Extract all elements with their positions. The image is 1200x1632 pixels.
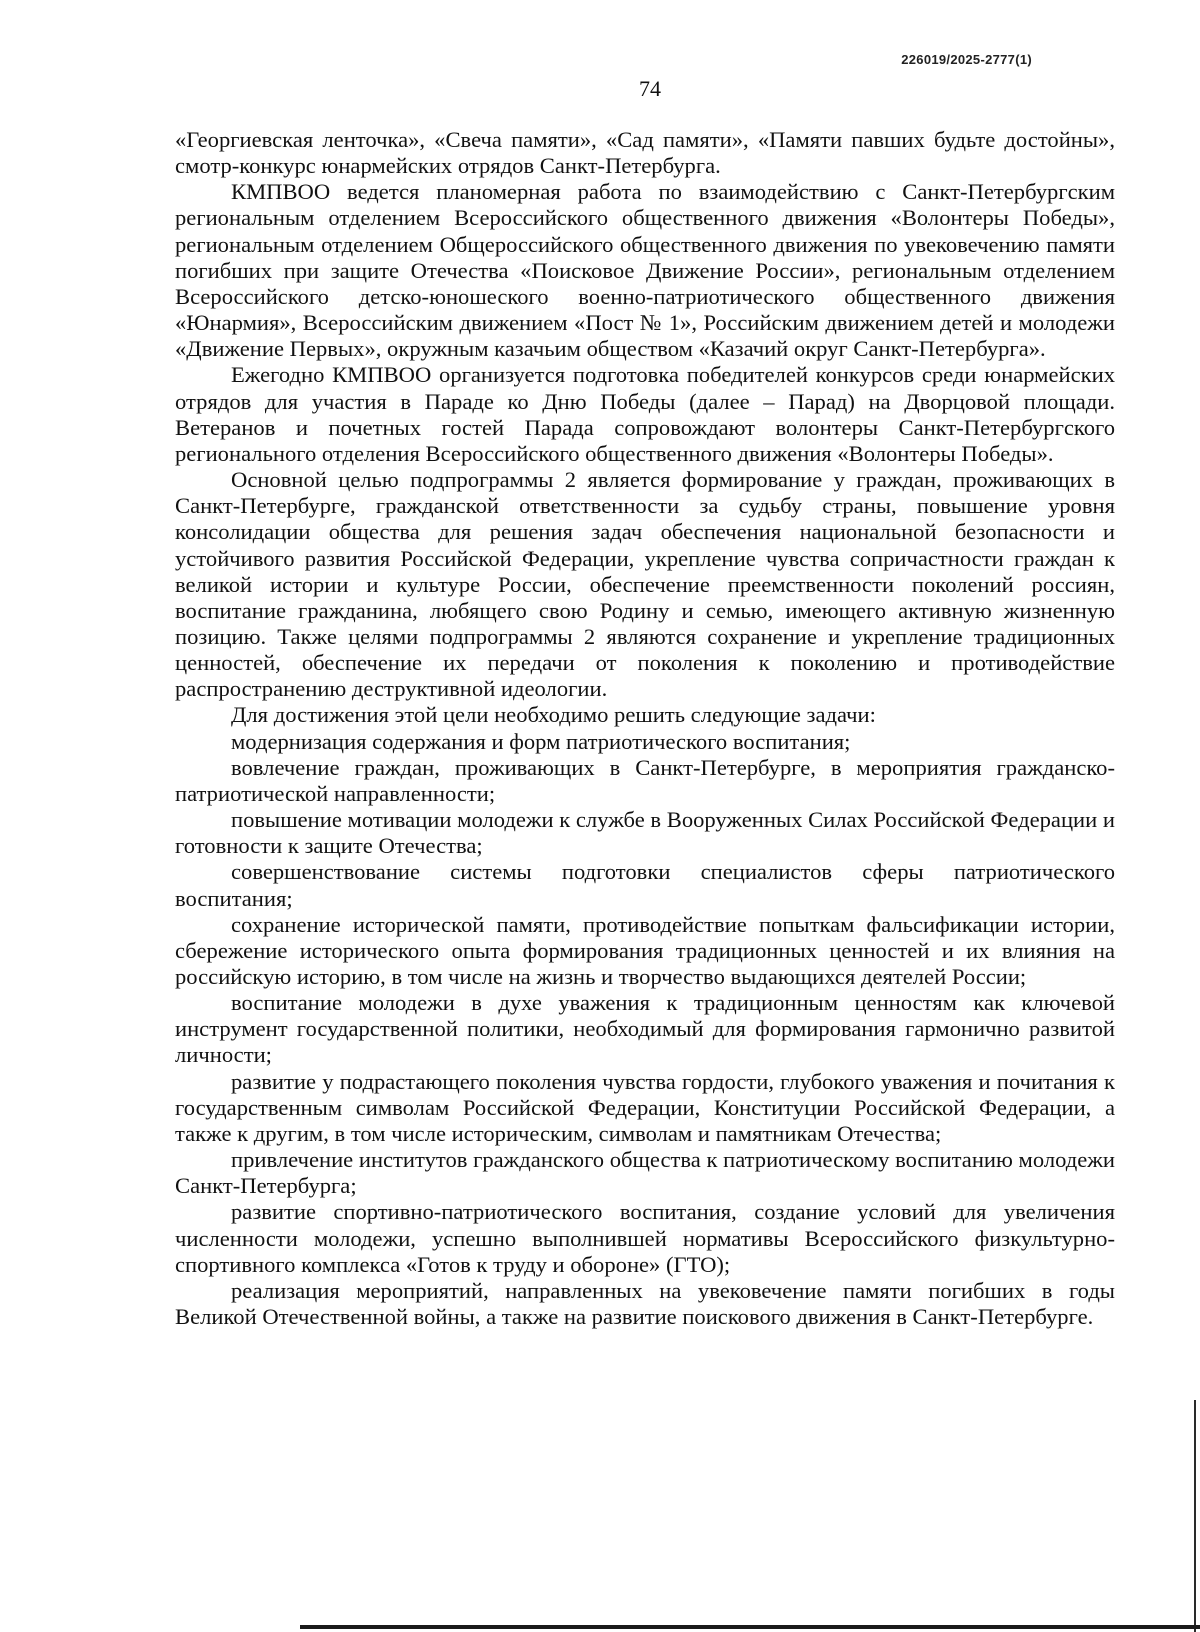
task-item: повышение мотивации молодежи к службе в Вооруженных Силах Российской Федерации и готовности к защите Отечества; bbox=[175, 807, 1115, 859]
scan-edge-line bbox=[1194, 1400, 1196, 1632]
paragraph: Для достижения этой цели необходимо решить следующие задачи: bbox=[231, 702, 876, 728]
paragraph: Основной целью подпрограммы 2 является формирование у граждан, проживающих в Санкт-Петербурге, гражданской ответственности за судьбу страны, повышение уровня консолидации общества для решения задач обеспечения национальной безопасности и устойчивого развития Российской Федерации, укрепление чувства сопричастности граждан к великой истории и культуре России, обеспечение преемственности поколений россиян, воспитание гражданина, любящего свою Родину и семью, имеющего активную жизненную позицию. Также целями подпрограммы 2 являются сохранение и укрепление традиционных ценностей, обеспечение их передачи от поколения к поколению и противодействие распространению деструктивной идеологии. bbox=[175, 467, 1115, 702]
task-item: модернизация содержания и форм патриотического воспитания; bbox=[231, 728, 851, 754]
task-item: привлечение институтов гражданского общества к патриотическому воспитанию молодежи Санкт-Петербурга; bbox=[175, 1147, 1115, 1199]
task-item: реализация мероприятий, направленных на увековечение памяти погибших в годы Великой Отечественной войны, а также на развитие поискового движения в Санкт-Петербурге. bbox=[175, 1277, 1115, 1330]
task-item: развитие у подрастающего поколения чувства гордости, глубокого уважения и почитания к государственным символам Российской Федерации, Конституции Российской Федерации, а также к другим, в том числе историческим, символам и памятникам Отечества; bbox=[175, 1068, 1115, 1146]
task-item: совершенствование системы подготовки специалистов сферы патриотического воспитания; bbox=[175, 859, 1115, 911]
paragraph-continuation: «Георгиевская ленточка», «Свеча памяти», «Сад памяти», «Памяти павших будьте достойны», смотр-конкурс юнармейских отрядов Санкт-Петербурга. bbox=[175, 127, 1115, 179]
page-number: 74 bbox=[639, 76, 661, 101]
paragraph: Ежегодно КМПВОО организуется подготовка победителей конкурсов среди юнармейских отрядов для участия в Параде ко Дню Победы (далее – Парад) на Дворцовой площади. Ветеранов и почетных гостей Парада сопровождают волонтеры Санкт-Петербургского регионального отделения Всероссийского общественного движения «Волонтеры Победы». bbox=[175, 362, 1115, 466]
document-registration-number: 226019/2025-2777(1) bbox=[901, 52, 1032, 67]
paragraph: КМПВОО ведется планомерная работа по взаимодействию с Санкт-Петербургским региональным отделением Всероссийского общественного движения «Волонтеры Победы», региональным отделением Общероссийского общественного движения по увековечению памяти погибших при защите Отечества «Поисковое Движение России», региональным отделением Всероссийского детско-юношеского военно-патриотического общественного движения «Юнармия», Всероссийским движением «Пост № 1», Российским движением детей и молодежи «Движение Первых», окружным казачьим обществом «Казачий округ Санкт-Петербурга». bbox=[175, 179, 1115, 362]
task-item: сохранение исторической памяти, противодействие попыткам фальсификации истории, сбережение исторического опыта формирования традиционных ценностей и их влияния на российскую историю, в том числе на жизнь и творчество выдающихся деятелей России; bbox=[175, 911, 1115, 989]
document-body bbox=[175, 127, 1115, 1330]
task-item: воспитание молодежи в духе уважения к традиционным ценностям как ключевой инструмент государственной политики, необходимый для формирования гармонично развитой личности; bbox=[175, 990, 1115, 1068]
task-item: развитие спортивно-патриотического воспитания, создание условий для увеличения численности молодежи, успешно выполнившей нормативы Всероссийского физкультурно-спортивного комплекса «Готов к труду и обороне» (ГТО); bbox=[175, 1199, 1115, 1277]
scan-bottom-line bbox=[300, 1625, 1200, 1629]
task-item: вовлечение граждан, проживающих в Санкт-Петербурге, в мероприятия гражданско-патриотической направленности; bbox=[175, 754, 1115, 806]
